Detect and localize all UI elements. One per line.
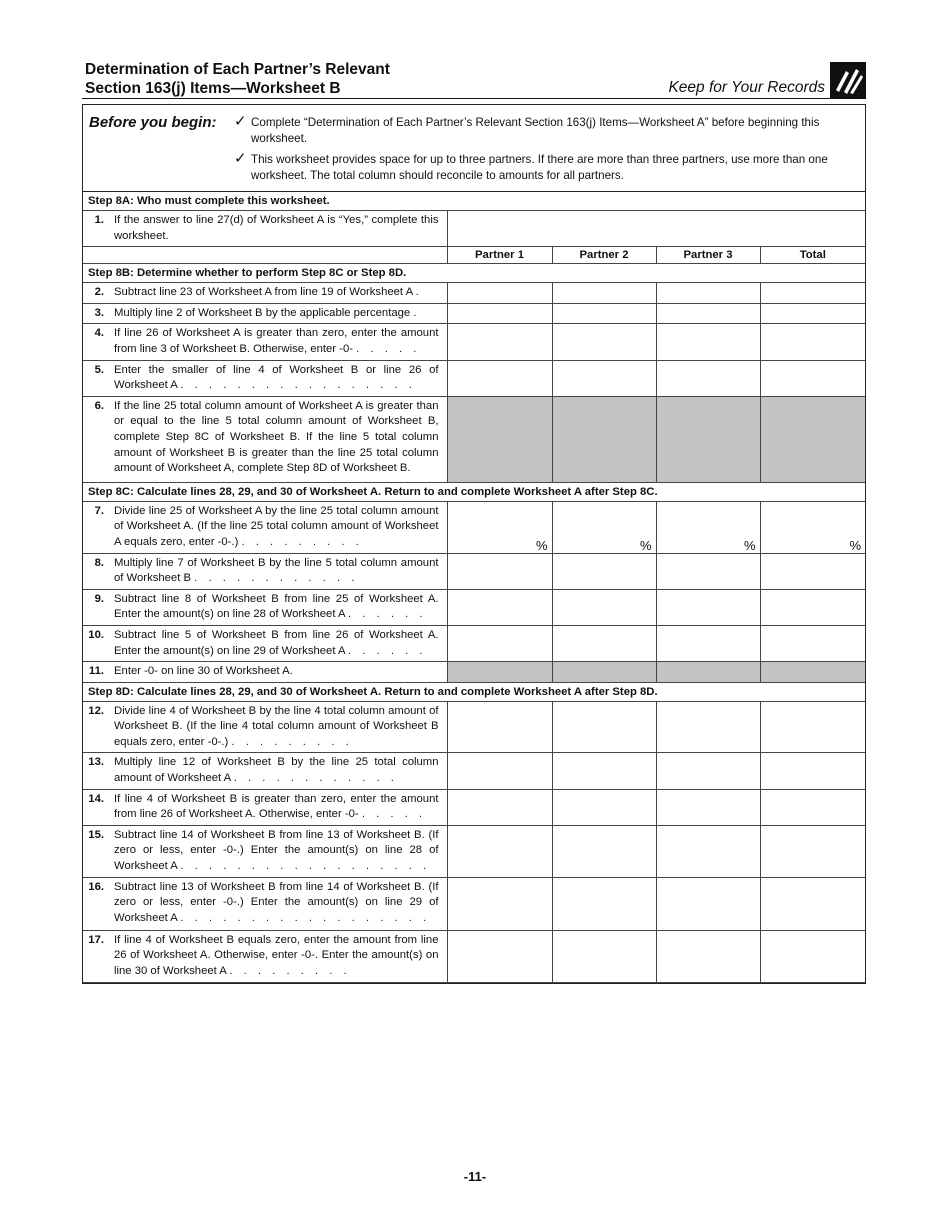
line-2-description: 2. Subtract line 23 of Worksheet A from line 19 of Worksheet A . xyxy=(83,283,447,304)
line-7-partner-2[interactable]: % xyxy=(552,501,656,553)
line-7-description: 7. Divide line 25 of Worksheet A by the line 25 total column amount of Worksheet A. (If the line 25 total column amount of Worksheet A equals zero, enter -0-.) . . . . . . . . . xyxy=(83,501,447,553)
line-12-partner-3[interactable] xyxy=(656,701,760,753)
line-14-partner-3[interactable] xyxy=(656,789,760,825)
title-line-2: Section 163(j) Items—Worksheet B xyxy=(85,80,341,97)
line-15-partner-3[interactable] xyxy=(656,825,760,877)
step-8d-row xyxy=(83,682,865,701)
column-partner-3: Partner 3 xyxy=(656,247,760,264)
line-1-row xyxy=(83,211,865,247)
line-9-total[interactable] xyxy=(760,589,865,625)
line-17-partner-2[interactable] xyxy=(552,930,656,982)
line-2-total[interactable] xyxy=(760,283,865,304)
before-you-begin xyxy=(83,105,865,192)
line-5-row xyxy=(83,360,865,396)
line-5-description: 5. Enter the smaller of line 4 of Worksheet B or line 26 of Worksheet A . . . . . . . . . . . . . . . . . xyxy=(83,360,447,396)
line-4-row xyxy=(83,324,865,360)
checkmark-icon: ✓ xyxy=(234,150,247,167)
line-17-total[interactable] xyxy=(760,930,865,982)
line-3-description: 3. Multiply line 2 of Worksheet B by the applicable percentage . xyxy=(83,303,447,324)
keep-for-records-label: Keep for Your Records xyxy=(668,79,825,96)
worksheet-b-form xyxy=(82,104,866,984)
line-13-description: 13. Multiply line 12 of Worksheet B by the line 25 total column amount of Worksheet A . . . . . . . . . . . . xyxy=(83,753,447,789)
line-4-partner-1[interactable] xyxy=(447,324,552,360)
line-15-total[interactable] xyxy=(760,825,865,877)
line-3-partner-2[interactable] xyxy=(552,303,656,324)
line-9-description: 9. Subtract line 8 of Worksheet B from line 25 of Worksheet A. Enter the amount(s) on line 28 of Worksheet A . . . . . . xyxy=(83,589,447,625)
before-item-2: ✓ This worksheet provides space for up to three partners. If there are more than three partners, use more than one worksheet. The total column should reconcile to amounts for all partners. xyxy=(234,150,828,182)
line-15-partner-2[interactable] xyxy=(552,825,656,877)
page-number: -11- xyxy=(463,1169,487,1184)
line-14-description: 14. If line 4 of Worksheet B is greater than zero, enter the amount from line 26 of Worksheet A. Otherwise, enter -0- . . . . . xyxy=(83,789,447,825)
line-17-row xyxy=(83,930,865,982)
line-3-partner-3[interactable] xyxy=(656,303,760,324)
step-8a-row xyxy=(83,192,865,211)
line-6-description: 6. If the line 25 total column amount of Worksheet A is greater than or equal to the line 5 total column amount of Worksheet B, complete Step 8C of Worksheet B. If the line 5 total column amount of Worksheet B is greater than the line 25 total column amount of Worksheet A, complete Step 8D of Worksheet B. xyxy=(83,396,447,482)
line-10-partner-1[interactable] xyxy=(447,625,552,661)
line-9-partner-1[interactable] xyxy=(447,589,552,625)
line-16-partner-3[interactable] xyxy=(656,877,760,930)
line-7-partner-3[interactable]: % xyxy=(656,501,760,553)
line-2-partner-2[interactable] xyxy=(552,283,656,304)
line-13-partner-1[interactable] xyxy=(447,753,552,789)
line-1-description: 1. If the answer to line 27(d) of Worksheet A is “Yes,” complete this worksheet. xyxy=(83,211,447,247)
line-15-description: 15. Subtract line 14 of Worksheet B from line 13 of Worksheet B. (If zero or less, enter -0-.) Enter the amount(s) on line 28 of Worksheet A . . . . . . . . . . . . . . . . . . xyxy=(83,825,447,877)
line-5-partner-1[interactable] xyxy=(447,360,552,396)
line-13-partner-2[interactable] xyxy=(552,753,656,789)
step-8b-row xyxy=(83,264,865,283)
line-4-partner-2[interactable] xyxy=(552,324,656,360)
line-5-total[interactable] xyxy=(760,360,865,396)
worksheet-table xyxy=(83,192,865,983)
line-16-partner-1[interactable] xyxy=(447,877,552,930)
line-12-partner-2[interactable] xyxy=(552,701,656,753)
pen-and-paper-icon xyxy=(830,62,866,98)
line-4-partner-3[interactable] xyxy=(656,324,760,360)
line-8-partner-3[interactable] xyxy=(656,553,760,589)
step-8c-heading: Step 8C: Calculate lines 28, 29, and 30 of Worksheet A. Return to and complete Worksheet A after Step 8C. xyxy=(83,482,865,501)
line-3-total[interactable] xyxy=(760,303,865,324)
line-10-description: 10. Subtract line 5 of Worksheet B from line 26 of Worksheet A. Enter the amount(s) on line 29 of Worksheet A . . . . . . xyxy=(83,625,447,661)
line-2-row xyxy=(83,283,865,304)
line-13-total[interactable] xyxy=(760,753,865,789)
line-9-partner-2[interactable] xyxy=(552,589,656,625)
line-10-partner-3[interactable] xyxy=(656,625,760,661)
line-10-row xyxy=(83,625,865,661)
line-8-total[interactable] xyxy=(760,553,865,589)
line-7-partner-1[interactable]: % xyxy=(447,501,552,553)
line-14-row xyxy=(83,789,865,825)
line-14-total[interactable] xyxy=(760,789,865,825)
column-partner-2: Partner 2 xyxy=(552,247,656,264)
line-9-row xyxy=(83,589,865,625)
line-2-partner-3[interactable] xyxy=(656,283,760,304)
line-8-partner-1[interactable] xyxy=(447,553,552,589)
line-5-partner-2[interactable] xyxy=(552,360,656,396)
line-15-partner-1[interactable] xyxy=(447,825,552,877)
line-5-partner-3[interactable] xyxy=(656,360,760,396)
line-17-partner-1[interactable] xyxy=(447,930,552,982)
line-16-row xyxy=(83,877,865,930)
title-line-1: Determination of Each Partner’s Relevant xyxy=(85,61,390,78)
line-15-row xyxy=(83,825,865,877)
header-rule xyxy=(82,98,866,99)
line-17-description: 17. If line 4 of Worksheet B equals zero, enter the amount from line 26 of Worksheet A. Otherwise, enter -0-. Enter the amount(s) on line 30 of Worksheet A . . . . . . . . . xyxy=(83,930,447,982)
line-7-total[interactable]: % xyxy=(760,501,865,553)
line-14-partner-2[interactable] xyxy=(552,789,656,825)
before-you-begin-label: Before you begin: xyxy=(89,114,217,131)
line-6-row xyxy=(83,396,865,482)
step-8a-heading: Step 8A: Who must complete this worksheet. xyxy=(83,192,865,211)
line-13-row xyxy=(83,753,865,789)
step-8b-heading: Step 8B: Determine whether to perform Step 8C or Step 8D. xyxy=(83,264,865,283)
line-8-description: 8. Multiply line 7 of Worksheet B by the line 5 total column amount of Worksheet B . . . . . . . . . . . . xyxy=(83,553,447,589)
step-8c-row xyxy=(83,482,865,501)
line-12-total[interactable] xyxy=(760,701,865,753)
line-10-partner-2[interactable] xyxy=(552,625,656,661)
column-partner-1: Partner 1 xyxy=(447,247,552,264)
line-11-row xyxy=(83,662,865,683)
before-item-1: ✓ Complete “Determination of Each Partner’s Relevant Section 163(j) Items—Worksheet A” before beginning this worksheet. xyxy=(234,113,820,145)
column-total: Total xyxy=(760,247,865,264)
line-3-row xyxy=(83,303,865,324)
line-7-row xyxy=(83,501,865,553)
checkmark-icon: ✓ xyxy=(234,113,247,130)
line-2-partner-1[interactable] xyxy=(447,283,552,304)
line-13-partner-3[interactable] xyxy=(656,753,760,789)
line-12-description: 12. Divide line 4 of Worksheet B by the line 4 total column amount of Worksheet B. (If the line 4 total column amount of Worksheet B equals zero, enter -0-.) . . . . . . . . . xyxy=(83,701,447,753)
line-16-description: 16. Subtract line 13 of Worksheet B from line 14 of Worksheet B. (If zero or less, enter -0-.) Enter the amount(s) on line 29 of Worksheet A . . . . . . . . . . . . . . . . . . xyxy=(83,877,447,930)
line-10-total[interactable] xyxy=(760,625,865,661)
column-header-row xyxy=(83,247,865,264)
step-8d-heading: Step 8D: Calculate lines 28, 29, and 30 of Worksheet A. Return to and complete Worksheet A after Step 8D. xyxy=(83,682,865,701)
worksheet-title xyxy=(85,60,390,98)
line-14-partner-1[interactable] xyxy=(447,789,552,825)
line-8-row xyxy=(83,553,865,589)
line-3-partner-1[interactable] xyxy=(447,303,552,324)
line-16-total[interactable] xyxy=(760,877,865,930)
line-11-description: 11. Enter -0- on line 30 of Worksheet A. xyxy=(83,662,447,683)
line-4-description: 4. If line 26 of Worksheet A is greater than zero, enter the amount from line 3 of Worksheet B. Otherwise, enter -0- . . . . . xyxy=(83,324,447,360)
line-12-row xyxy=(83,701,865,753)
line-16-partner-2[interactable] xyxy=(552,877,656,930)
line-17-partner-3[interactable] xyxy=(656,930,760,982)
line-4-total[interactable] xyxy=(760,324,865,360)
line-9-partner-3[interactable] xyxy=(656,589,760,625)
line-12-partner-1[interactable] xyxy=(447,701,552,753)
line-8-partner-2[interactable] xyxy=(552,553,656,589)
